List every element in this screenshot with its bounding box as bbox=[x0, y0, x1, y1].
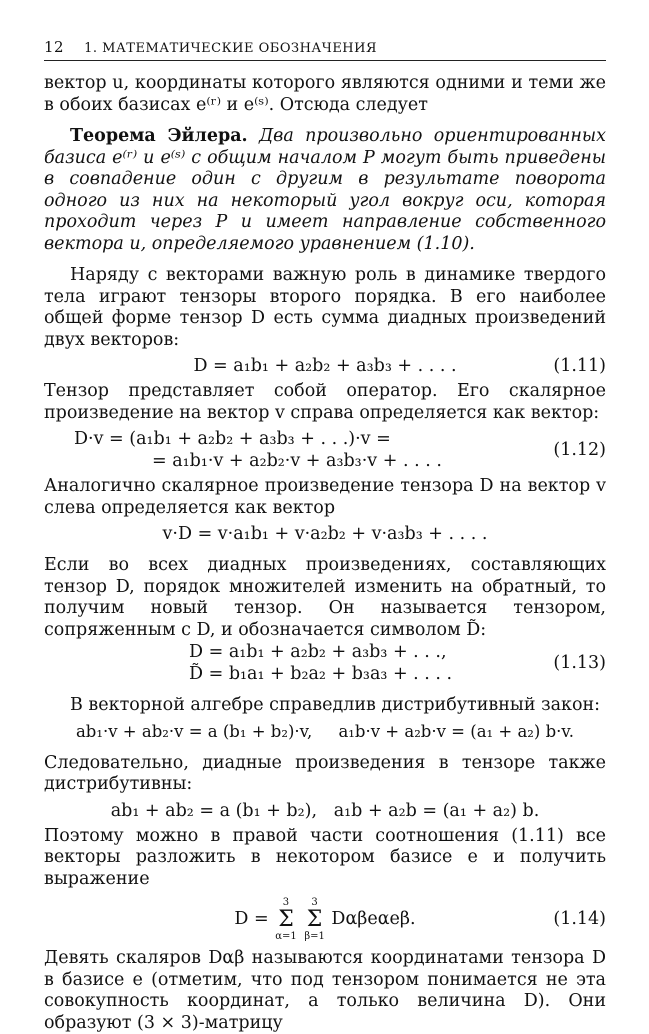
paragraph-2: Наряду с векторами важную роль в динамике твердого тела играют тензоры второго порядка. В его наиболее общей форме тензор D есть сумма диадных произведений двух векторов: bbox=[44, 265, 606, 350]
paragraph-5: Если во всех диадных произведениях, составляющих тензор D, порядок множителей изменить на обратный, то получим новый тензор. Он называется тензором, сопряженным с D, и обозначается символом D̃: bbox=[44, 555, 606, 640]
paragraph-1: вектор u, координаты которого являются одними и теми же в обоих базисах e⁽ʳ⁾ и e⁽ˢ⁾. Отсюда следует bbox=[44, 73, 606, 115]
equation-left-product bbox=[44, 523, 606, 545]
theorem-paragraph bbox=[44, 126, 606, 255]
sum-beta-sigma: Σ bbox=[306, 906, 323, 932]
equation-distributive bbox=[44, 721, 606, 743]
paragraph-4: Аналогично скалярное произведение тензора D на вектор v слева определяется как вектор bbox=[44, 476, 606, 518]
equation-dyadic-distributive-body: ab₁ + ab₂ = a (b₁ + b₂), a₁b + a₂b = (a₁ + a₂) b. bbox=[110, 800, 540, 821]
chapter-title: 1. МАТЕМАТИЧЕСКИЕ ОБОЗНАЧЕНИЯ bbox=[84, 41, 377, 56]
paragraph-7: Следовательно, диадные произведения в тензоре также дистрибутивны: bbox=[44, 752, 606, 794]
equation-tag-1-13: (1.13) bbox=[553, 653, 606, 673]
equation-1-13-line1: D = a₁b₁ + a₂b₂ + a₃b₃ + . . ., bbox=[189, 642, 447, 662]
equation-1-14 bbox=[44, 894, 606, 944]
equation-1-14-rhs: Dαβeαeβ. bbox=[331, 909, 416, 929]
equation-1-14-body bbox=[44, 894, 606, 944]
theorem-title: Теорема Эйлера. bbox=[70, 126, 248, 146]
sum-beta bbox=[304, 897, 325, 943]
theorem-body: Два произвольно ориентированных базиса e⁽ʳ⁾ и e⁽ˢ⁾ с общим началом P могут быть приведены в совпадение один с другим в результате поворота одного из них на некоторый угол вокруг оси, которая проходит через P и имеет направление собственного вектора u, определяемого уравнением (1.10). bbox=[44, 126, 606, 254]
equation-1-13 bbox=[44, 641, 606, 685]
equation-1-12 bbox=[44, 428, 606, 472]
equation-1-12-line1: D·v = (a₁b₁ + a₂b₂ + a₃b₃ + . . .)·v = bbox=[74, 429, 391, 449]
equation-distributive-body: ab₁·v + ab₂·v = a (b₁ + b₂)·v, a₁b·v + a₂b·v = (a₁ + a₂) b·v. bbox=[75, 721, 575, 741]
sum-alpha-upper: 3 bbox=[282, 896, 290, 908]
equation-1-12-line2: = a₁b₁·v + a₂b₂·v + a₃b₃·v + . . . . bbox=[152, 451, 442, 471]
sum-alpha-sigma: Σ bbox=[278, 906, 294, 932]
sum-alpha bbox=[275, 897, 297, 943]
paragraph-6: В векторной алгебре справедлив дистрибутивный закон: bbox=[70, 695, 601, 715]
paragraph-3: Тензор представляет собой оператор. Его скалярное произведение на вектор v справа определяется как вектор: bbox=[44, 381, 606, 423]
paragraph-9: Девять скаляров Dαβ называются координатами тензора D в базисе e (отметим, что под тензором понимается не эта совокупность координат, а только величина D). Они образуют (3 × 3)-матрицу bbox=[44, 948, 606, 1033]
equation-1-11 bbox=[44, 355, 606, 377]
equation-dyadic-distributive bbox=[44, 800, 606, 822]
equation-1-11-body: D = a₁b₁ + a₂b₂ + a₃b₃ + . . . . bbox=[193, 356, 457, 376]
equation-tag-1-14: (1.14) bbox=[553, 909, 606, 929]
equation-1-14-lhs: D = bbox=[234, 909, 269, 929]
running-header bbox=[44, 38, 606, 61]
page bbox=[44, 38, 606, 1034]
page-number: 12 bbox=[44, 38, 65, 56]
equation-left-product-body: v·D = v·a₁b₁ + v·a₂b₂ + v·a₃b₃ + . . . . bbox=[162, 524, 488, 544]
sum-beta-lower: β=1 bbox=[304, 930, 325, 942]
equation-tag-1-12: (1.12) bbox=[553, 440, 606, 460]
equation-1-13-line2: D̃ = b₁a₁ + b₂a₂ + b₃a₃ + . . . . bbox=[189, 664, 453, 684]
sum-alpha-lower: α=1 bbox=[275, 930, 297, 942]
sum-beta-upper: 3 bbox=[311, 896, 318, 908]
paragraph-8: Поэтому можно в правой части соотношения (1.11) все векторы разложить в некотором базисе e и получить выражение bbox=[44, 825, 606, 889]
equation-tag-1-11: (1.11) bbox=[553, 356, 606, 376]
